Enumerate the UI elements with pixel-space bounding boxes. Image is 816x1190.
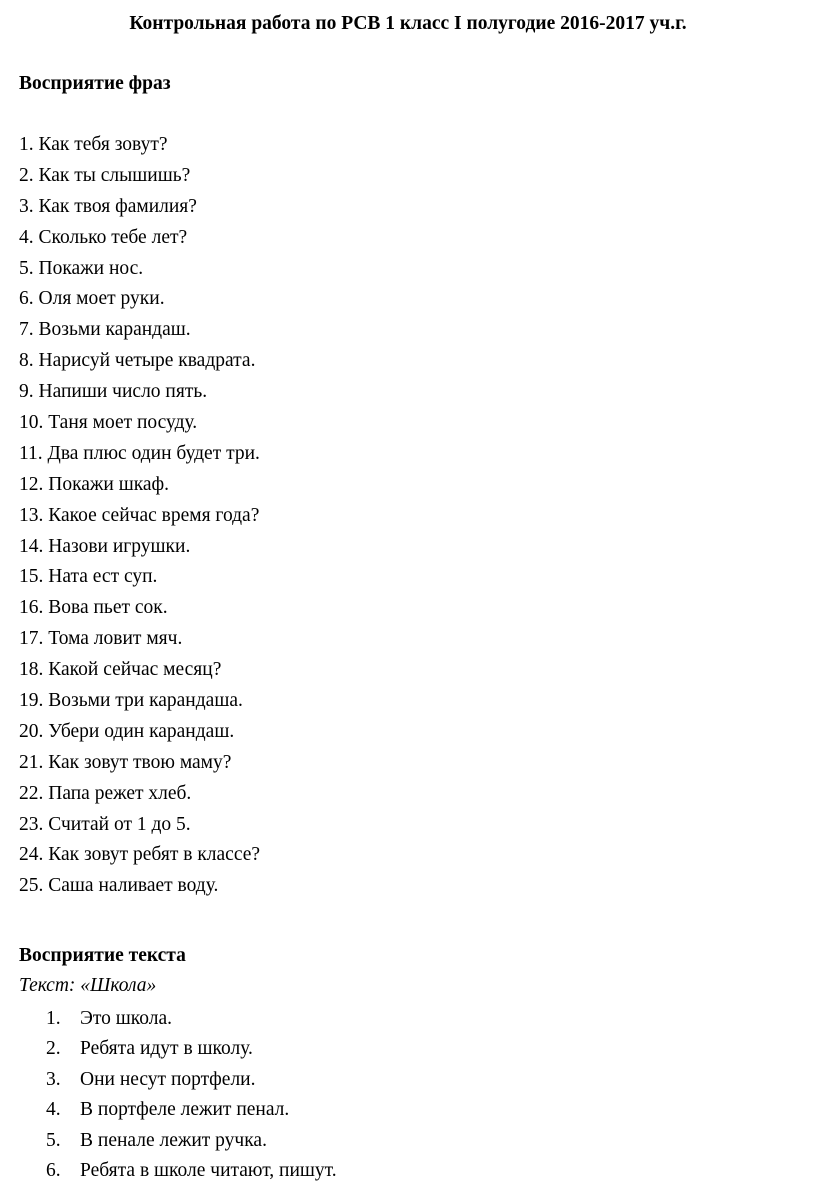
list-item: 20. Убери один карандаш.: [19, 720, 235, 742]
list-item: 23. Считай от 1 до 5.: [19, 813, 191, 835]
item-number: 2.: [46, 1038, 61, 1060]
list-item: 24. Как зовут ребят в классе?: [19, 844, 261, 866]
list-item: 1. Как тебя зовут?: [19, 134, 168, 155]
item-text: В пенале лежит ручка.: [80, 1129, 267, 1151]
list-item: 22. Папа режет хлеб.: [19, 782, 192, 804]
text-title: Текст: «Школа»: [19, 975, 157, 996]
list-item: 16. Вова пьет сок.: [19, 597, 168, 619]
list-item: 3. Как твоя фамилия?: [19, 195, 197, 217]
list-item: 15. Ната ест суп.: [19, 566, 158, 588]
list-item: 5. Покажи нос.: [19, 257, 144, 279]
item-number: 5.: [46, 1129, 61, 1151]
list-item: 25. Саша наливает воду.: [19, 875, 219, 897]
list-item: 21. Как зовут твою маму?: [19, 751, 232, 773]
list-item: 2. Как ты слышишь?: [19, 164, 191, 186]
document-title: Контрольная работа по РСВ 1 класс I полугодие 2016-2017 уч.г.: [129, 13, 687, 34]
list-item: [46, 1156, 337, 1186]
list-item: [46, 1126, 337, 1156]
list-item: [46, 1065, 337, 1095]
text-sentence-list: [46, 1004, 337, 1186]
list-item: 13. Какое сейчас время года?: [19, 504, 260, 526]
item-text: Ребята в школе читают, пишут.: [80, 1159, 337, 1181]
list-item: [46, 1095, 337, 1125]
list-item: 11. Два плюс один будет три.: [19, 442, 260, 464]
item-number: 3.: [46, 1068, 61, 1090]
section-heading-phrases: Восприятие фраз: [19, 73, 171, 94]
list-item: 12. Покажи шкаф.: [19, 473, 170, 495]
list-item: 7. Возьми карандаш.: [19, 319, 191, 341]
item-number: 1.: [46, 1008, 61, 1029]
list-item: 9. Напиши число пять.: [19, 381, 208, 403]
list-item: 6. Оля моет руки.: [19, 288, 165, 310]
list-item: [46, 1004, 337, 1034]
item-text: Они несут портфели.: [80, 1068, 256, 1090]
list-item: 10. Таня моет посуду.: [19, 412, 198, 434]
list-item: 4. Сколько тебе лет?: [19, 226, 188, 248]
item-number: 4.: [46, 1099, 61, 1121]
item-text: Это школа.: [80, 1008, 173, 1029]
list-item: 8. Нарисуй четыре квадрата.: [19, 350, 256, 372]
list-item: 14. Назови игрушки.: [19, 535, 191, 557]
item-number: 6.: [46, 1159, 61, 1181]
list-item: [46, 1034, 337, 1064]
phrase-list: [19, 130, 260, 902]
item-text: В портфеле лежит пенал.: [80, 1099, 290, 1121]
list-item: 18. Какой сейчас месяц?: [19, 659, 222, 681]
section-heading-text: Восприятие текста: [19, 945, 186, 966]
list-item: 17. Тома ловит мяч.: [19, 628, 183, 650]
list-item: 19. Возьми три карандаша.: [19, 690, 243, 712]
item-text: Ребята идут в школу.: [80, 1038, 253, 1060]
